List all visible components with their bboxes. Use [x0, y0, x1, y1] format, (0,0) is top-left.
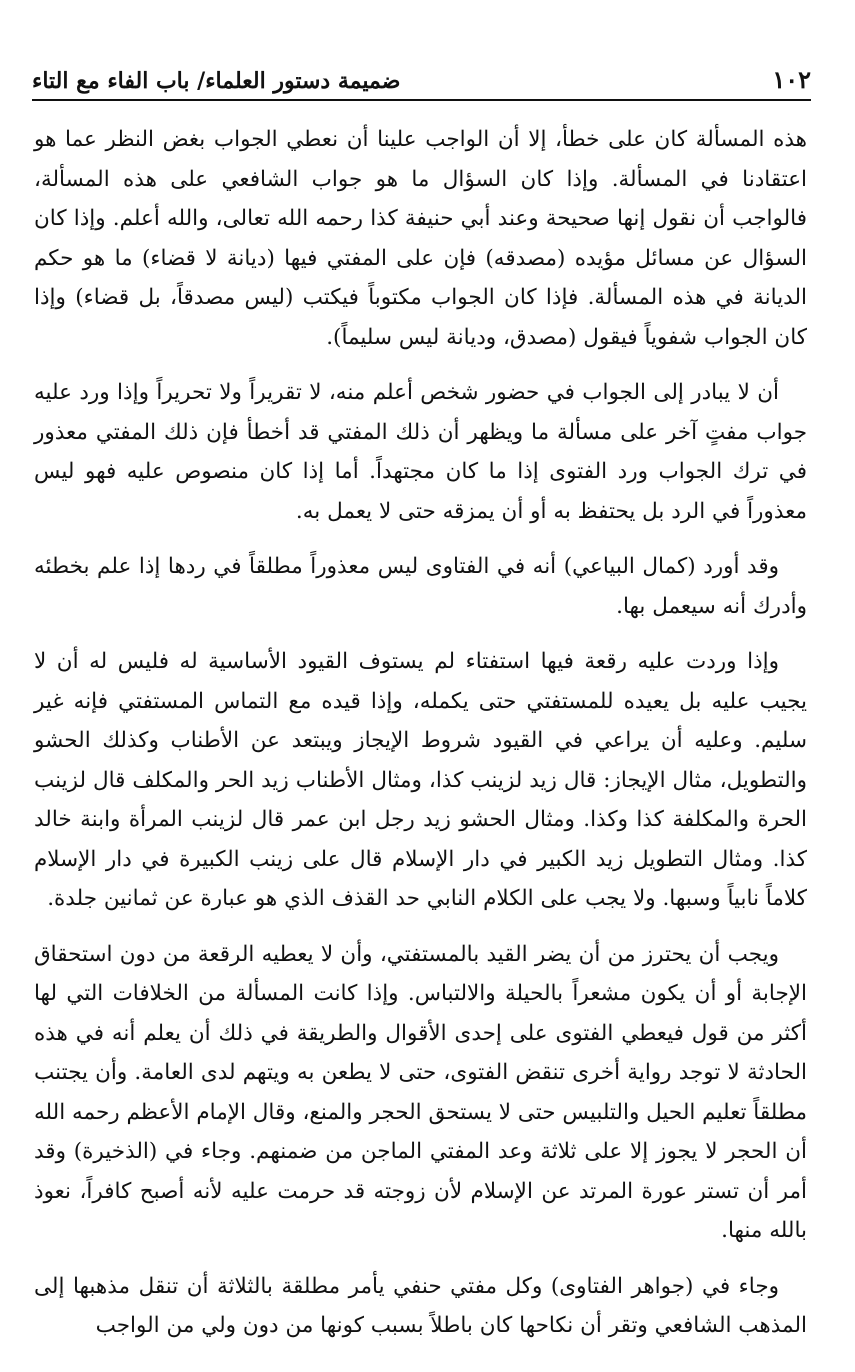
paragraph-1: هذه المسألة كان على خطأ، إلا أن الواجب علينا أن نعطي الجواب بغض النظر عما هو اعتقادنا في المسألة. وإذا كان السؤال ما هو جواب الشافعي على هذه المسألة، فالواجب أن نقول إنها صحيحة وعند أبي حنيفة كذا رحمه الله تعالى، والله أعلم. وإذا كان السؤال عن مسائل مؤيده (مصدقه) فإن على المفتي فيها (ديانة لا قضاء) ما هو حكم الديانة في هذه المسألة. فإذا كان الجواب مكتوباً فيكتب (ليس مصدقاً، بل قضاء) وإذا كان الجواب شفوياً فيقول (مصدق، وديانة ليس سليماً).	[34, 127, 807, 350]
paragraph-3: وقد أورد (كمال البياعي) أنه في الفتاوى ليس معذوراً مطلقاً في ردها إذا علم بخطئه وأدرك أنه سيعمل بها.	[34, 554, 807, 619]
body-text	[34, 120, 807, 1362]
page-number: ١٠٢	[772, 65, 811, 94]
paragraph-2: أن لا يبادر إلى الجواب في حضور شخص أعلم منه، لا تقريراً ولا تحريراً وإذا ورد عليه جواب مفتٍ آخر على مسألة ما ويظهر أن ذلك المفتي قد أخطأ فإن ذلك المفتي معذور في ترك الجواب ورد الفتوى إذا ما كان مجتهداً. أما إذا كان منصوص عليه فهو ليس معذوراً في الرد بل يحتفظ به أو أن يمزقه حتى لا يعمل به.	[34, 380, 807, 524]
paragraph-6: وجاء في (جواهر الفتاوى) وكل مفتي حنفي يأمر مطلقة بالثلاثة أن تنقل مذهبها إلى المذهب الشافعي وتقر أن نكاحها كان باطلاً بسبب كونها من دون ولي من الواجب	[34, 1273, 807, 1338]
paragraph-4: وإذا وردت عليه رقعة فيها استفتاء لم يستوف القيود الأساسية له فليس له أن لا يجيب عليه بل يعيده للمستفتي حتى يكمله، وإذا قيده مع التماس المستفتي فإنه غير سليم. وعليه أن يراعي في القيود شروط الإيجاز ويبتعد عن الأطناب وكذلك الحشو والتطويل، مثال الإيجاز: قال زيد لزينب كذا، ومثال الأطناب زيد الحر والمكلف قال لزينب الحرة والمكلفة كذا وكذا. ومثال الحشو زيد رجل ابن عمر قال لزينب المرأة وابنة خالد كذا. ومثال التطويل زيد الكبير في دار الإسلام قال على زينب الكبيرة في دار الإسلام كلاماً نابياً وسبها. ولا يجب على الكلام النابي حد القذف الذي هو عبارة عن ثمانين جلدة.	[34, 649, 807, 911]
header-title: ضميمة دستور العلماء/ باب الفاء مع التاء	[32, 68, 401, 94]
running-header	[32, 58, 811, 94]
header-divider	[32, 99, 811, 101]
paragraph-5: ويجب أن يحترز من أن يضر القيد بالمستفتي، وأن لا يعطيه الرقعة من دون استحقاق الإجابة أو أن يكون مشعراً بالحيلة والالتباس. وإذا كانت المسألة من الخلافات التي لها أكثر من قول فيعطي الفتوى على إحدى الأقوال والطريقة في ذلك أن يعلم أنه في هذه الحادثة لا توجد رواية أخرى تنقض الفتوى، حتى لا يطعن به ويتهم لدى العامة. وأن يجتنب مطلقاً تعليم الحيل والتلبيس حتى لا يستحق الحجر والمنع، وقال الإمام الأعظم رحمه الله أن الحجر لا يجوز إلا على ثلاثة وعد المفتي الماجن من ضمنهم. وجاء في (الذخيرة) وقد أمر أن تستر عورة المرتد عن الإسلام لأن زوجته قد حرمت عليه لأنه أصبح كافراً، نعوذ بالله منها.	[34, 941, 807, 1243]
